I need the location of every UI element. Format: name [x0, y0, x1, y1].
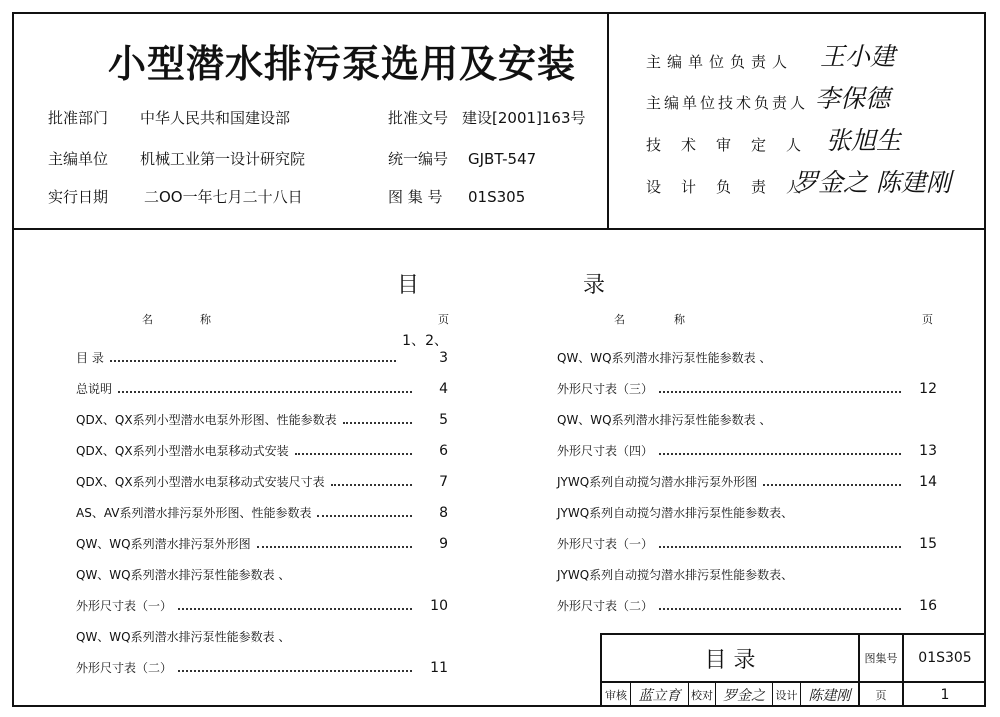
leader-dots	[257, 546, 412, 548]
toc-heading-left: 目	[397, 273, 420, 298]
leader-dots	[295, 453, 412, 455]
toc-entry-label: 总说明	[76, 382, 113, 396]
drawing-name: 目 录	[704, 647, 756, 673]
chief-unit-value: 机械工业第一设计研究院	[140, 150, 306, 168]
toc-entry-line1[interactable]	[557, 344, 937, 366]
signature: 王小建	[820, 42, 896, 71]
atlas-number-label: 图集号	[864, 652, 898, 665]
toc-entry[interactable]	[76, 530, 448, 552]
approval-no-label: 批准文号	[388, 109, 449, 127]
toc-entry[interactable]	[557, 530, 937, 552]
leader-dots	[331, 484, 412, 486]
toc-entry-label: 目 录	[76, 351, 104, 365]
atlas-no-label: 图 集 号	[388, 188, 443, 206]
signature-role: 技术审定人	[646, 136, 822, 154]
toc-entry-page: 12	[919, 381, 937, 397]
approval-no-value: 建设[2001]163号	[462, 109, 586, 127]
toc-entry-label: 外形尺寸表（二）	[76, 661, 173, 675]
toc-entry-page: 5	[439, 412, 448, 428]
toc-entry-page: 15	[919, 536, 937, 552]
leader-dots	[343, 422, 412, 424]
leader-dots	[659, 608, 901, 610]
toc-entry-page: 8	[439, 505, 448, 521]
toc-entry[interactable]	[76, 499, 448, 521]
toc-entry-page: 10	[430, 598, 448, 614]
toc-entry[interactable]	[76, 375, 448, 397]
toc-entry-label: QW、WQ系列潜水排污泵性能参数表 、	[557, 413, 772, 427]
toc-entry-label: QW、WQ系列潜水排污泵外形图	[76, 537, 251, 551]
page-number: 1	[940, 687, 950, 703]
toc-entry-label: JYWQ系列自动搅匀潜水排污泵性能参数表、	[557, 568, 794, 582]
toc-entry-label: QW、WQ系列潜水排污泵性能参数表 、	[76, 568, 291, 582]
toc-heading-right: 录	[583, 273, 606, 298]
toc-entry[interactable]	[557, 437, 937, 459]
toc-entry-label: 外形尺寸表（二）	[557, 599, 654, 613]
leader-dots	[110, 360, 396, 362]
toc-entry-label: JYWQ系列自动搅匀潜水排污泵性能参数表、	[557, 506, 794, 520]
toc-entry-line1[interactable]	[557, 499, 937, 521]
review-label: 审核	[605, 689, 627, 702]
approval-dept-label: 批准部门	[48, 109, 109, 127]
col-name-left: 名	[614, 313, 625, 326]
toc-entry-label: QDX、QX系列小型潜水电泵移动式安装	[76, 444, 289, 458]
leader-dots	[659, 391, 901, 393]
toc-entry-line1[interactable]	[557, 561, 937, 583]
toc-entry[interactable]	[76, 468, 448, 490]
signature: 李保德	[815, 84, 891, 113]
page-label: 页	[875, 689, 887, 702]
leader-dots	[317, 515, 412, 517]
col-name-right: 称	[674, 313, 685, 326]
toc-entry[interactable]	[76, 654, 448, 676]
unified-no-value: GJBT-547	[468, 150, 537, 168]
approval-dept-value: 中华人民共和国建设部	[140, 109, 291, 127]
toc-entry-page: 14	[919, 474, 937, 490]
check-label: 校对	[691, 689, 713, 702]
unified-no-label: 统一编号	[388, 150, 449, 168]
toc-entry-label: QW、WQ系列潜水排污泵性能参数表 、	[76, 630, 291, 644]
leader-dots	[659, 546, 901, 548]
toc-entry-label: JYWQ系列自动搅匀潜水排污泵外形图	[557, 475, 758, 489]
signature: 罗金之 陈建刚	[793, 168, 951, 197]
col-page: 页	[922, 313, 933, 326]
chief-unit-label: 主编单位	[48, 150, 109, 168]
toc-entry-label: 外形尺寸表（四）	[557, 444, 654, 458]
toc-entry-page: 16	[919, 598, 937, 614]
toc-entry-label: QW、WQ系列潜水排污泵性能参数表 、	[557, 351, 772, 365]
effective-date-label: 实行日期	[48, 188, 109, 206]
toc-entry-page: 13	[919, 443, 937, 459]
col-page: 页	[438, 313, 449, 326]
toc-entry-label: QDX、QX系列小型潜水电泵外形图、性能参数表	[76, 413, 337, 427]
page-title: 小型潜水排污泵选用及安装	[108, 41, 577, 86]
design-label: 设计	[775, 689, 798, 702]
col-name-right: 称	[200, 313, 211, 326]
design-signature: 陈建刚	[808, 688, 851, 704]
signature-role: 设计负责人	[646, 178, 822, 196]
toc-entry[interactable]	[76, 437, 448, 459]
toc-entry[interactable]	[557, 468, 937, 490]
atlas-no-value: 01S305	[468, 188, 526, 206]
toc-entry[interactable]	[76, 592, 448, 614]
toc-entry-page: 4	[439, 381, 448, 397]
leader-dots	[763, 484, 901, 486]
toc-entry[interactable]	[76, 333, 448, 366]
review-signature: 蓝立育	[638, 688, 681, 704]
leader-dots	[178, 608, 412, 610]
toc-entry-page: 11	[430, 660, 448, 676]
toc-entry-label: AS、AV系列潜水排污泵外形图、性能参数表	[76, 506, 312, 520]
effective-date-value: 二OO一年七月二十八日	[144, 188, 303, 206]
toc-entry[interactable]	[557, 375, 937, 397]
leader-dots	[178, 670, 412, 672]
toc-entry-page: 7	[439, 474, 448, 490]
header-divider	[12, 228, 986, 230]
col-name-left: 名	[142, 313, 153, 326]
toc-entry-line1[interactable]	[76, 623, 448, 645]
toc-entry-page: 6	[439, 443, 448, 459]
toc-entry-line1[interactable]	[557, 406, 937, 428]
toc-entry-page: 1、2、3	[402, 333, 448, 366]
leader-dots	[118, 391, 412, 393]
toc-entry-label: 外形尺寸表（三）	[557, 382, 654, 396]
signature-role: 主编单位技术负责人	[646, 94, 809, 112]
toc-entry-page: 9	[439, 536, 448, 552]
leader-dots	[659, 453, 901, 455]
header-vertical-divider	[607, 12, 609, 228]
signature-role: 主编单位负责人	[646, 53, 794, 71]
signature: 张旭生	[826, 126, 902, 155]
toc-entry-line1[interactable]	[76, 561, 448, 583]
toc-entry[interactable]	[557, 592, 937, 614]
toc-entry[interactable]	[76, 406, 448, 428]
atlas-number-value: 01S305	[918, 650, 972, 666]
check-signature: 罗金之	[723, 688, 765, 704]
toc-entry-label: 外形尺寸表（一）	[557, 537, 654, 551]
toc-entry-label: 外形尺寸表（一）	[76, 599, 173, 613]
toc-entry-label: QDX、QX系列小型潜水电泵移动式安装尺寸表	[76, 475, 325, 489]
